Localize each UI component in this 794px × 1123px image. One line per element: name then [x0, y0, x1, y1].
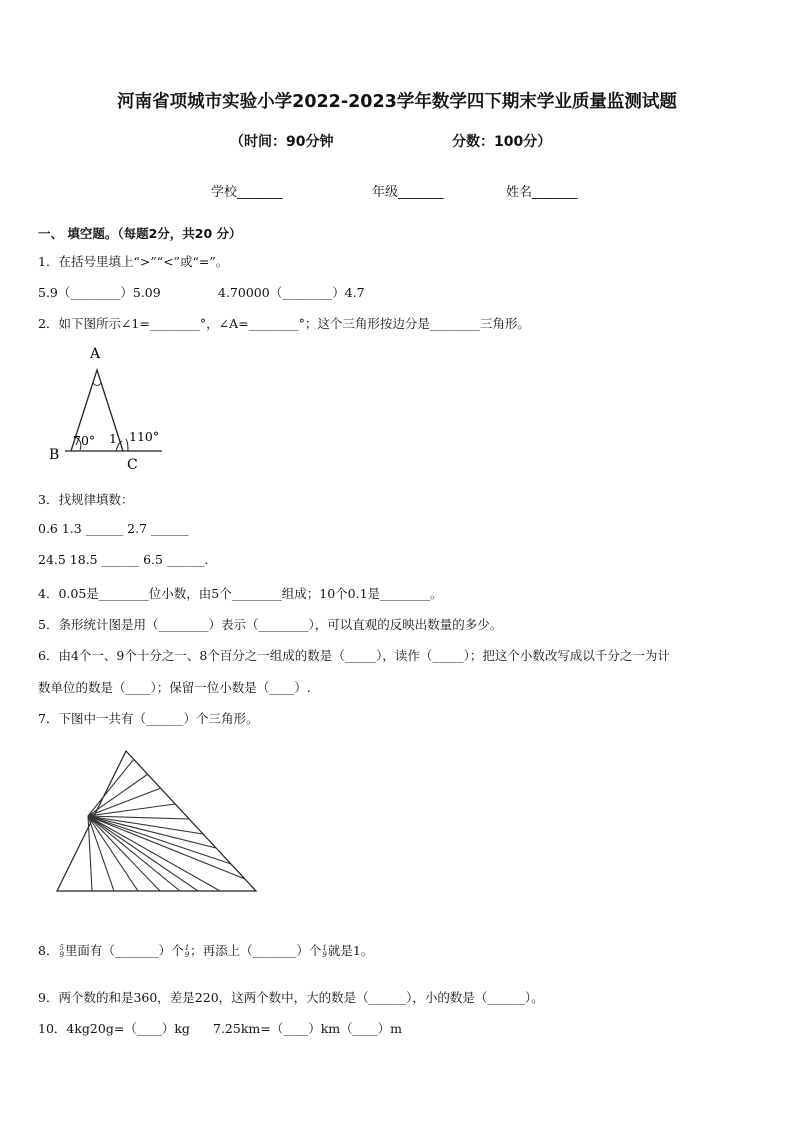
- question-8-number: 8．: [38, 943, 59, 958]
- fraction-denominator: 9: [322, 950, 327, 959]
- question-8-text-a: 里面有（_______）个: [64, 943, 184, 958]
- fraction-denominator: 9: [184, 950, 190, 959]
- fraction-numerator: 1: [184, 943, 190, 952]
- fraction-numerator: 1: [322, 943, 327, 952]
- question-1-stem: 1．在括号里填上“>”“<”或“=”。: [38, 254, 229, 269]
- question-8-text-c: 就是1。: [327, 943, 374, 958]
- question-1-part-a: 5.9（________）5.09: [38, 285, 161, 300]
- exam-time: （时间：90分钟: [230, 134, 334, 150]
- grade-field: 年级_______: [372, 185, 444, 200]
- question-3-sequence-b: 24.5 18.5 ______ 6.5 ______.: [38, 552, 209, 567]
- school-field: 学校_______: [211, 185, 283, 200]
- question-9: 9．两个数的和是360，差是220，这两个数中，大的数是（______），小的数是（______）。: [38, 990, 544, 1005]
- question-8-text-b: ；再添上（_______）个: [190, 943, 322, 958]
- question-6-line-2: 数单位的数是（____）；保留一位小数是（____）.: [38, 680, 311, 695]
- exam-score: 分数：100分）: [452, 134, 552, 150]
- question-1-part-b: 4.70000（________）4.7: [218, 285, 365, 300]
- fraction-5-9: [59, 945, 63, 959]
- question-2: 2．如下图所示∠1=________°，∠A=________°；这个三角形按边分是________三角形。: [38, 316, 530, 331]
- fraction-1-9: [322, 945, 326, 959]
- question-8: [38, 941, 373, 959]
- fraction-numerator: 5: [59, 943, 64, 952]
- triangles-figure: [50, 746, 265, 896]
- question-3-sequence-a: 0.6 1.3 ______ 2.7 ______: [38, 521, 189, 536]
- question-6-line-1: 6．由4个一、9个十分之一、8个百分之一组成的数是（_____），读作（_____）；把这个小数改写成以千分之一为计: [38, 648, 670, 663]
- name-field: 姓名_______: [506, 185, 578, 200]
- question-7: 7．下图中一共有（______）个三角形。: [38, 711, 259, 726]
- question-3-stem: 3．找规律填数：: [38, 492, 134, 507]
- triangle-figure: [40, 340, 180, 475]
- vertex-b-label: B: [49, 447, 60, 463]
- fraction-denominator: 9: [59, 950, 64, 959]
- vertex-a-label: A: [90, 346, 101, 362]
- fraction-1-9: [185, 945, 189, 959]
- angle-exterior-label: 110°: [129, 429, 160, 444]
- angle-1-label: 1: [109, 431, 117, 446]
- question-4: 4．0.05是________位小数，由5个________组成；10个0.1是________。: [38, 586, 443, 601]
- question-10-part-a: 10．4kg20g=（____）kg: [38, 1021, 190, 1036]
- page-title: 河南省项城市实验小学2022-2023学年数学四下期末学业质量监测试题: [117, 92, 677, 112]
- question-5: 5．条形统计图是用（________）表示（________），可以直观的反映出数量的多少。: [38, 617, 503, 632]
- angle-b-label: 70°: [73, 433, 96, 448]
- vertex-c-label: C: [127, 457, 138, 473]
- question-10-part-b: 7.25km=（____）km（____）m: [213, 1021, 403, 1036]
- section-heading: 一、 填空题。（每题2分，共20 分）: [38, 226, 242, 241]
